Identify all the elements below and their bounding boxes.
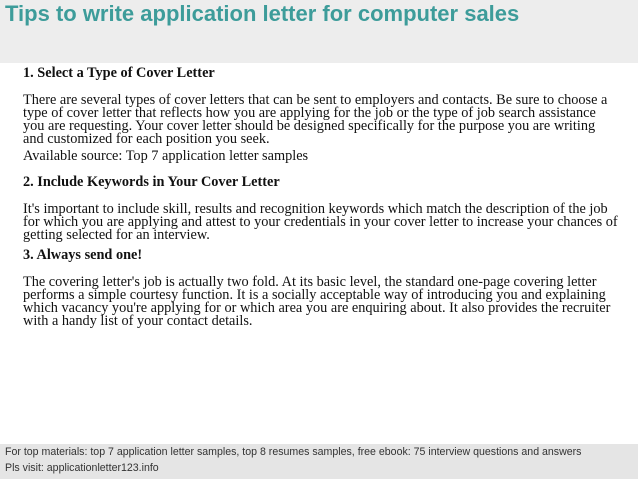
section-2-paragraph: It's important to include skill, results and recognition keywords which match the description of the job for which you are applying and attest to your credentials in your cover letter to increase your chances of getting selected for an interview. (23, 201, 618, 243)
section-1-heading: 1. Select a Type of Cover Letter (23, 65, 215, 81)
section-3-heading: 3. Always send one! (23, 247, 143, 263)
footer-materials-line: For top materials: top 7 application letter samples, top 8 resumes samples, free ebook: 75 interview questions and answers (5, 446, 582, 458)
slide-title: Tips to write application letter for computer sales (5, 1, 520, 26)
footer-visit-line: Pls visit: applicationletter123.info (5, 462, 159, 474)
section-1-source: Available source: Top 7 application letter samples (23, 148, 309, 164)
footer-bar (0, 444, 638, 479)
section-1-paragraph: There are several types of cover letters that can be sent to employers and contacts. Be sure to choose a type of cover letter that reflects how you are applying for the job or the type of job search assistance you are requesting. Your cover letter should be designed specifically for the purpose you are writing and customized for each position you seek. (23, 92, 608, 147)
section-3-paragraph: The covering letter's job is actually two fold. At its basic level, the standard one-page covering letter performs a simple courtesy function. It is a socially acceptable way of introducing you and explaining which vacancy you're applying for or which area you are enquiring about. It also provides the recruiter with a handy list of your contact details. (23, 274, 611, 329)
slide-content (23, 64, 619, 332)
section-2-heading: 2. Include Keywords in Your Cover Letter (23, 174, 280, 190)
title-band (0, 0, 638, 63)
